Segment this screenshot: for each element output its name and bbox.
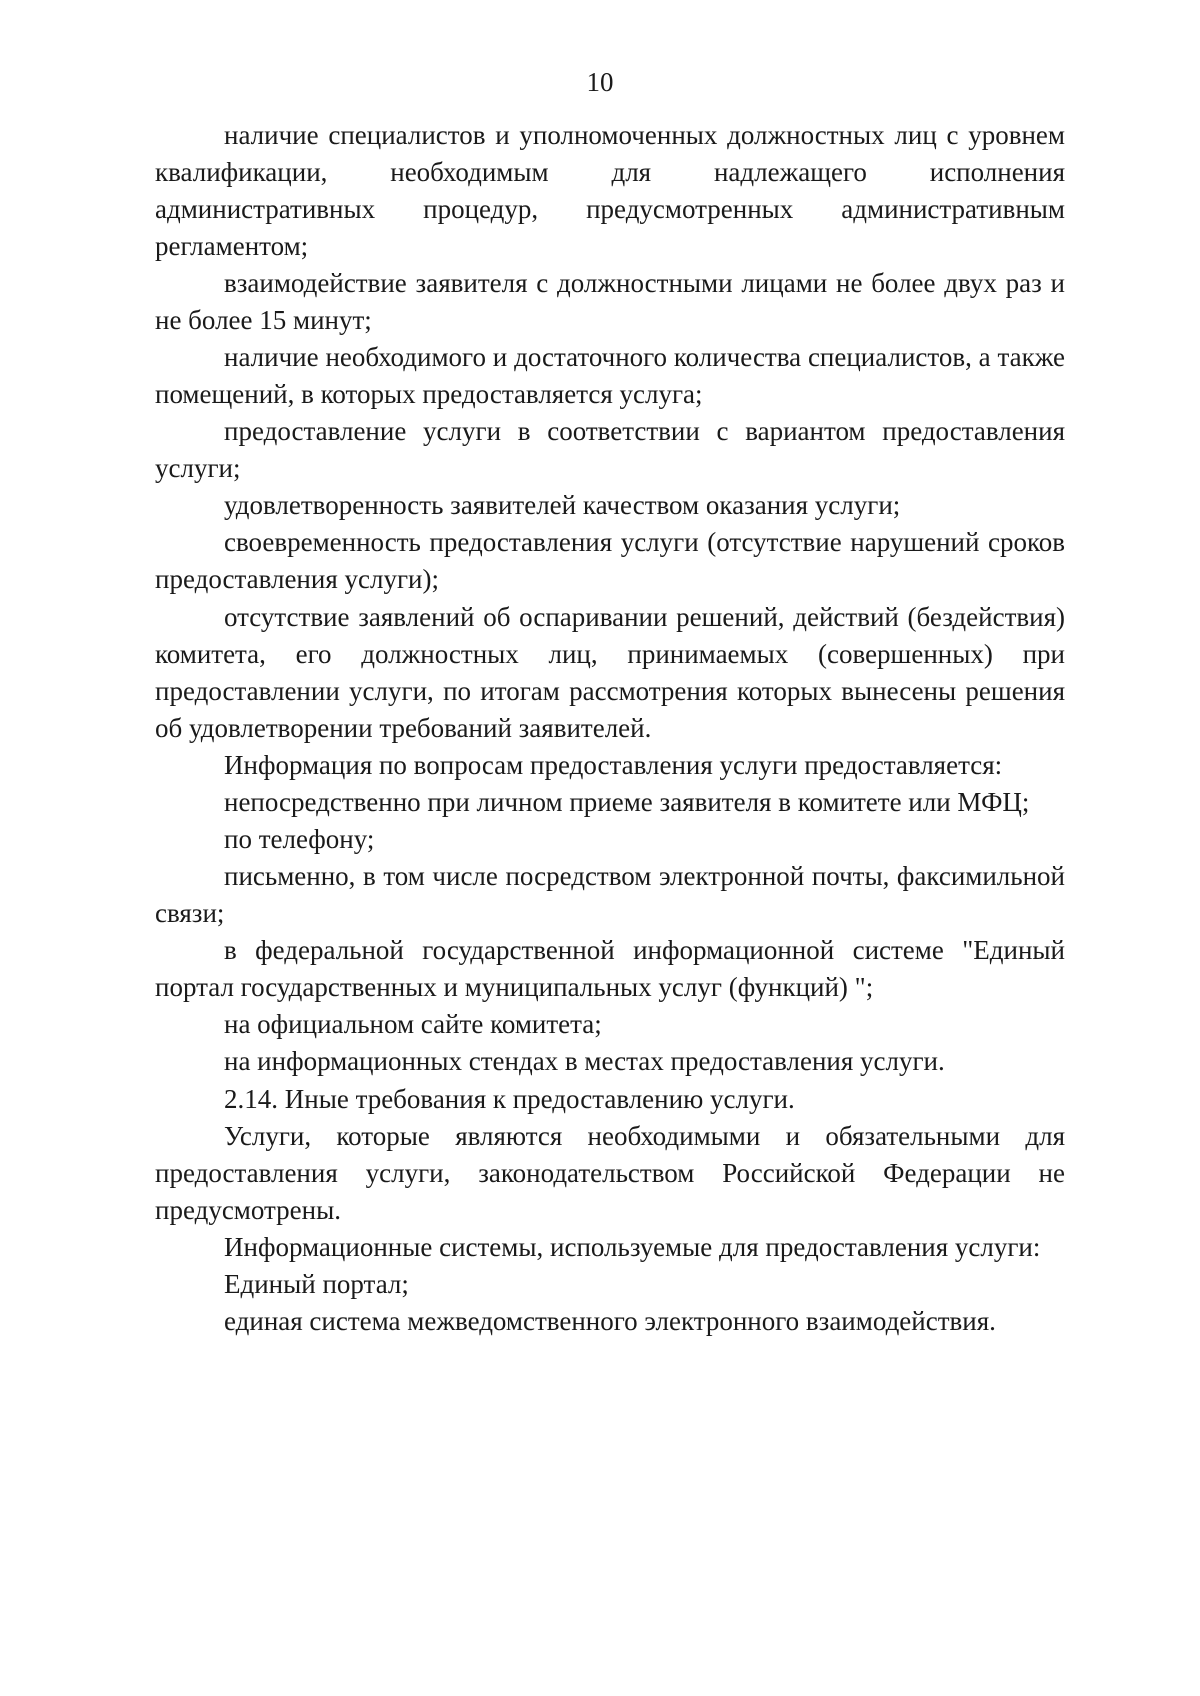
paragraph: на информационных стендах в местах предоставления услуги. [224, 1046, 945, 1077]
page-number: 10 [586, 67, 614, 97]
paragraph: по телефону; [224, 823, 375, 854]
paragraph: Услуги, которые являются необходимыми и обязательными для предоставления услуги, законодательством Российской Федерации не предусмотрены. [155, 1120, 1065, 1225]
paragraph: в федеральной государственной информационной системе "Единый портал государственных и муниципальных услуг (функций) "; [155, 935, 1065, 1003]
paragraph: наличие необходимого и достаточного количества специалистов, а также помещений, в которых предоставляется услуга; [155, 341, 1065, 410]
paragraph: предоставление услуги в соответствии с вариантом предоставления услуги; [155, 416, 1065, 484]
paragraph: единая система межведомственного электронного взаимодействия. [224, 1306, 996, 1336]
paragraph: непосредственно при личном приеме заявителя в комитете или МФЦ; [224, 786, 1030, 817]
paragraph: взаимодействие заявителя с должностными лицами не более двух раз и не более 15 минут; [155, 267, 1065, 335]
paragraph: на официальном сайте комитета; [224, 1009, 602, 1040]
paragraph: Информационные системы, используемые для предоставления услуги: [224, 1231, 1041, 1262]
paragraph: удовлетворенность заявителей качеством оказания услуги; [224, 490, 901, 521]
paragraph: письменно, в том числе посредством электронной почты, факсимильной связи; [155, 861, 1065, 929]
paragraph: Единый портал; [224, 1268, 409, 1299]
section-heading: 2.14. Иные требования к предоставлению услуги. [224, 1083, 795, 1114]
document-body [155, 117, 1065, 1341]
paragraph: Информация по вопросам предоставления услуги предоставляется: [224, 749, 1003, 780]
paragraph: наличие специалистов и уполномоченных должностных лиц с уровнем квалификации, необходимым для надлежащего исполнения административных процедур, предусмотренных административным регламентом; [155, 119, 1065, 261]
paragraph: отсутствие заявлений об оспаривании решений, действий (бездействия) комитета, его должностных лиц, принимаемых (совершенных) при предоставлении услуги, по итогам рассмотрения которых вынесены решения об удовлетворении требований заявителей. [155, 601, 1065, 743]
paragraph: своевременность предоставления услуги (отсутствие нарушений сроков предоставления услуги); [155, 527, 1065, 595]
